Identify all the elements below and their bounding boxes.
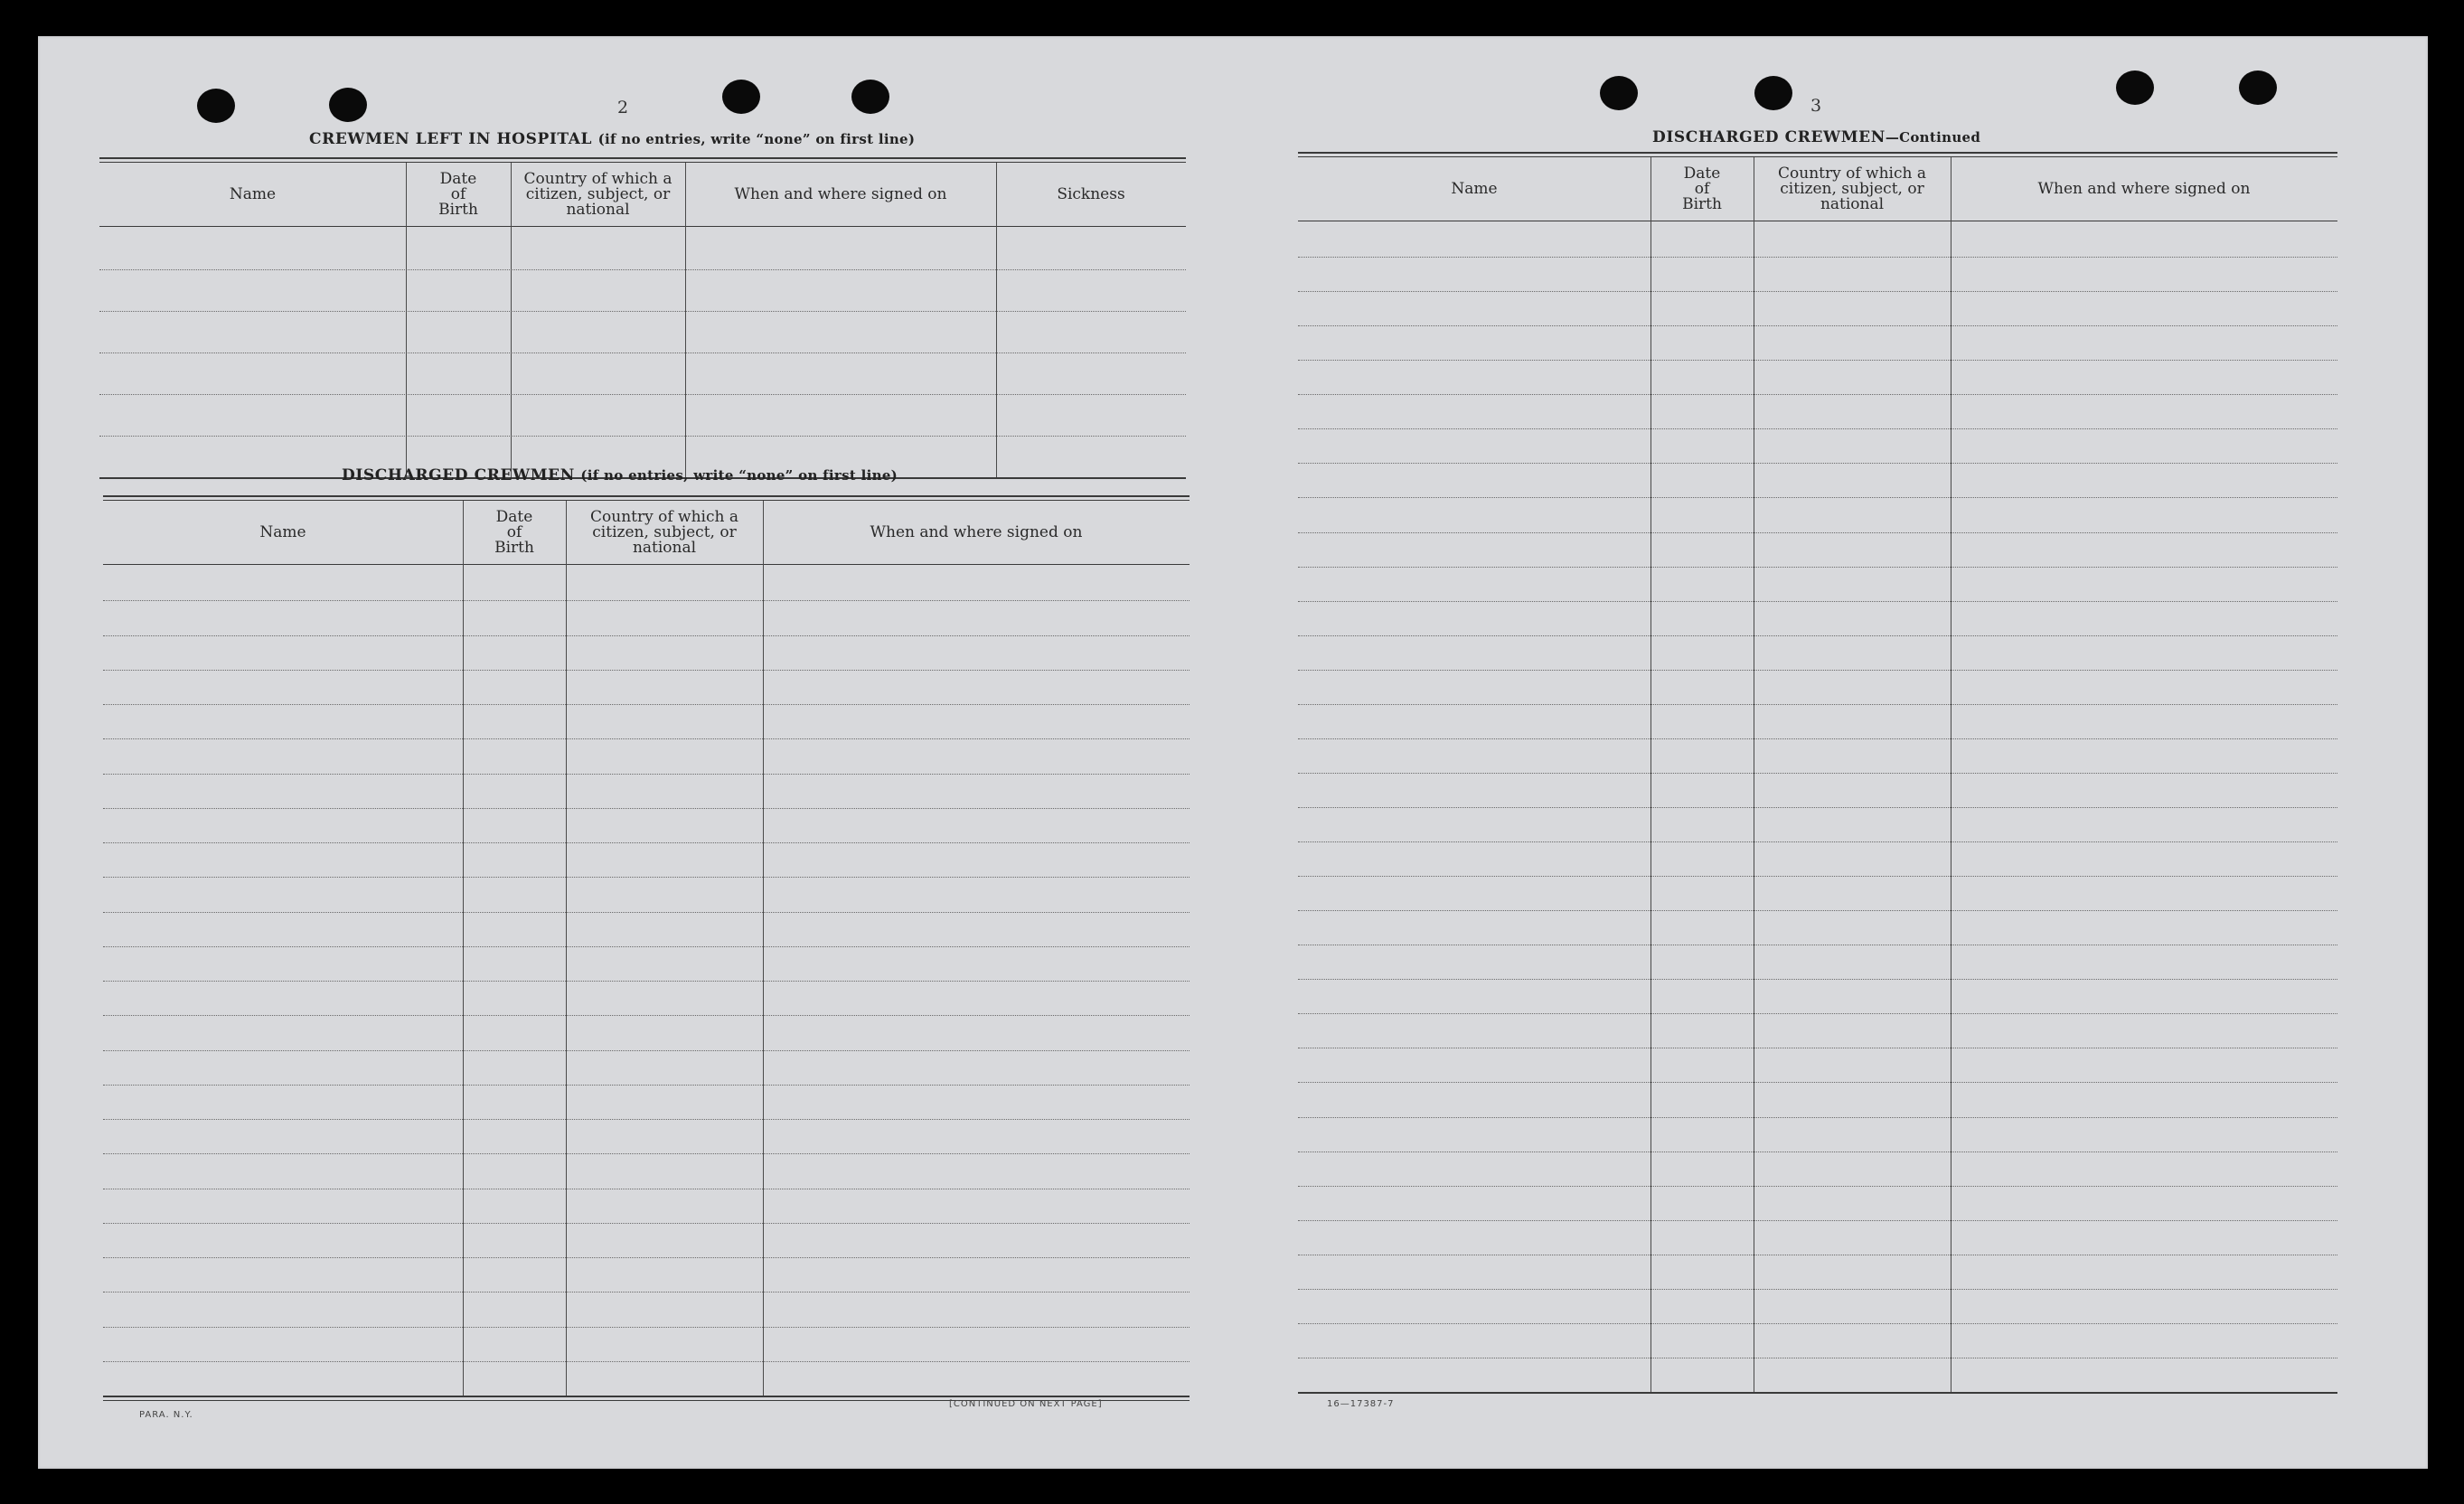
table-row-line <box>103 842 1190 843</box>
table-row-line <box>103 704 1190 705</box>
discharged-section-title <box>342 466 898 484</box>
punch-hole-icon <box>722 80 760 114</box>
table-row-line <box>99 311 1186 312</box>
hospital-table-header <box>99 163 1186 227</box>
footer-form-number: 16—17387-7 <box>1327 1399 1395 1409</box>
table-row-line <box>1298 497 2337 498</box>
table-row-line <box>103 635 1190 636</box>
discharged-instruction: (if no entries, write “none” on first line) <box>580 467 898 484</box>
col-signed-on-header: When and where signed on <box>734 184 947 203</box>
column-divider <box>463 501 464 1396</box>
col-name-header: Name <box>1451 179 1498 198</box>
discharged-title-text: DISCHARGED CREWMEN <box>342 466 575 484</box>
column-divider <box>685 163 686 477</box>
table-row-line <box>103 774 1190 775</box>
table-row-line <box>99 269 1186 270</box>
table-row-line <box>1298 428 2337 429</box>
column-divider <box>566 501 567 1396</box>
table-row-line <box>1298 1220 2337 1221</box>
table-row-line <box>1298 1323 2337 1324</box>
punch-hole-icon <box>1754 76 1792 110</box>
footer-continued-note: [CONTINUED ON NEXT PAGE] <box>949 1399 1103 1409</box>
table-row-line <box>1298 394 2337 395</box>
continued-table <box>1298 152 2337 1392</box>
col-dob-header: Date of Birth <box>1682 164 1722 213</box>
punch-hole-icon <box>329 88 367 122</box>
table-row-line <box>1298 1117 2337 1118</box>
hospital-table <box>99 157 1186 477</box>
table-row-line <box>1298 670 2337 671</box>
table-row-line <box>103 808 1190 809</box>
page-number-right: 3 <box>1810 96 1822 116</box>
table-row-line <box>103 670 1190 671</box>
table-row-line <box>1298 257 2337 258</box>
col-signed-on-header: When and where signed on <box>2037 179 2251 198</box>
table-row-line <box>1298 635 2337 636</box>
footer-printer-mark: PARA. N.Y. <box>139 1410 193 1420</box>
table-row-line <box>99 394 1186 395</box>
table-row-line <box>1298 773 2337 774</box>
table-row-line <box>1298 704 2337 705</box>
table-row-line <box>103 1015 1190 1016</box>
table-row-line <box>1298 291 2337 292</box>
continued-section-title <box>1652 128 1980 146</box>
table-row-line <box>1298 532 2337 533</box>
punch-hole-icon <box>851 80 889 114</box>
table-row-line <box>103 912 1190 913</box>
table-row-line <box>1298 1013 2337 1014</box>
table-row-line <box>1298 738 2337 739</box>
col-name-header: Name <box>259 522 306 541</box>
table-row-line <box>1298 1289 2337 1290</box>
table-row-line <box>1298 876 2337 877</box>
table-row-line <box>1298 567 2337 568</box>
table-row-line <box>103 1085 1190 1086</box>
col-country-header: Country of which a citizen, subject, or national <box>590 507 738 557</box>
table-row-line <box>103 877 1190 878</box>
table-row-line <box>1298 807 2337 808</box>
table-row-line <box>1298 463 2337 464</box>
continued-suffix: —Continued <box>1885 129 1981 146</box>
table-row-line <box>103 1327 1190 1328</box>
col-country-header: Country of which a citizen, subject, or national <box>1778 164 1926 213</box>
table-row-line <box>1298 910 2337 911</box>
table-row-line <box>103 1223 1190 1224</box>
table-row-line <box>103 981 1190 982</box>
punch-hole-icon <box>197 89 235 123</box>
table-bottom-rule <box>103 1396 1190 1397</box>
hospital-instruction: (if no entries, write “none” on first line) <box>597 131 916 147</box>
table-row-line <box>103 1361 1190 1362</box>
table-row-line <box>1298 325 2337 326</box>
continued-title-text: DISCHARGED CREWMEN <box>1652 128 1886 146</box>
col-name-header: Name <box>229 184 277 203</box>
punch-hole-icon <box>2239 70 2277 105</box>
table-row-line <box>1298 1186 2337 1187</box>
discharged-table <box>103 495 1190 1396</box>
column-divider <box>406 163 407 477</box>
form-sheet <box>38 36 2428 1469</box>
table-bottom-rule <box>1298 1392 2337 1394</box>
col-country-header: Country of which a citizen, subject, or national <box>523 169 672 219</box>
punch-hole-icon <box>2116 70 2154 105</box>
column-divider <box>763 501 764 1396</box>
table-row-line <box>1298 360 2337 361</box>
table-row-line <box>103 1153 1190 1154</box>
table-row-line <box>103 600 1190 601</box>
col-dob-header: Date of Birth <box>438 169 478 219</box>
table-row-line <box>1298 979 2337 980</box>
col-signed-on-header: When and where signed on <box>870 522 1083 541</box>
col-sickness-header: Sickness <box>1057 184 1125 203</box>
table-row-line <box>99 436 1186 437</box>
hospital-section-title <box>309 130 915 148</box>
column-divider <box>996 163 997 477</box>
continued-table-header <box>1298 157 2337 221</box>
table-row-line <box>103 1119 1190 1120</box>
page-number-left: 2 <box>617 98 629 118</box>
table-row-line <box>103 1257 1190 1258</box>
table-row-line <box>1298 841 2337 842</box>
table-row-line <box>1298 601 2337 602</box>
table-row-line <box>1298 1082 2337 1083</box>
discharged-table-header <box>103 501 1190 565</box>
table-row-line <box>99 352 1186 353</box>
punch-hole-icon <box>1600 76 1638 110</box>
table-row-line <box>103 946 1190 947</box>
column-divider <box>511 163 512 477</box>
table-row-line <box>103 1050 1190 1051</box>
table-row-line <box>103 738 1190 739</box>
hospital-title-text: CREWMEN LEFT IN HOSPITAL <box>309 130 593 148</box>
col-dob-header: Date of Birth <box>494 507 534 557</box>
